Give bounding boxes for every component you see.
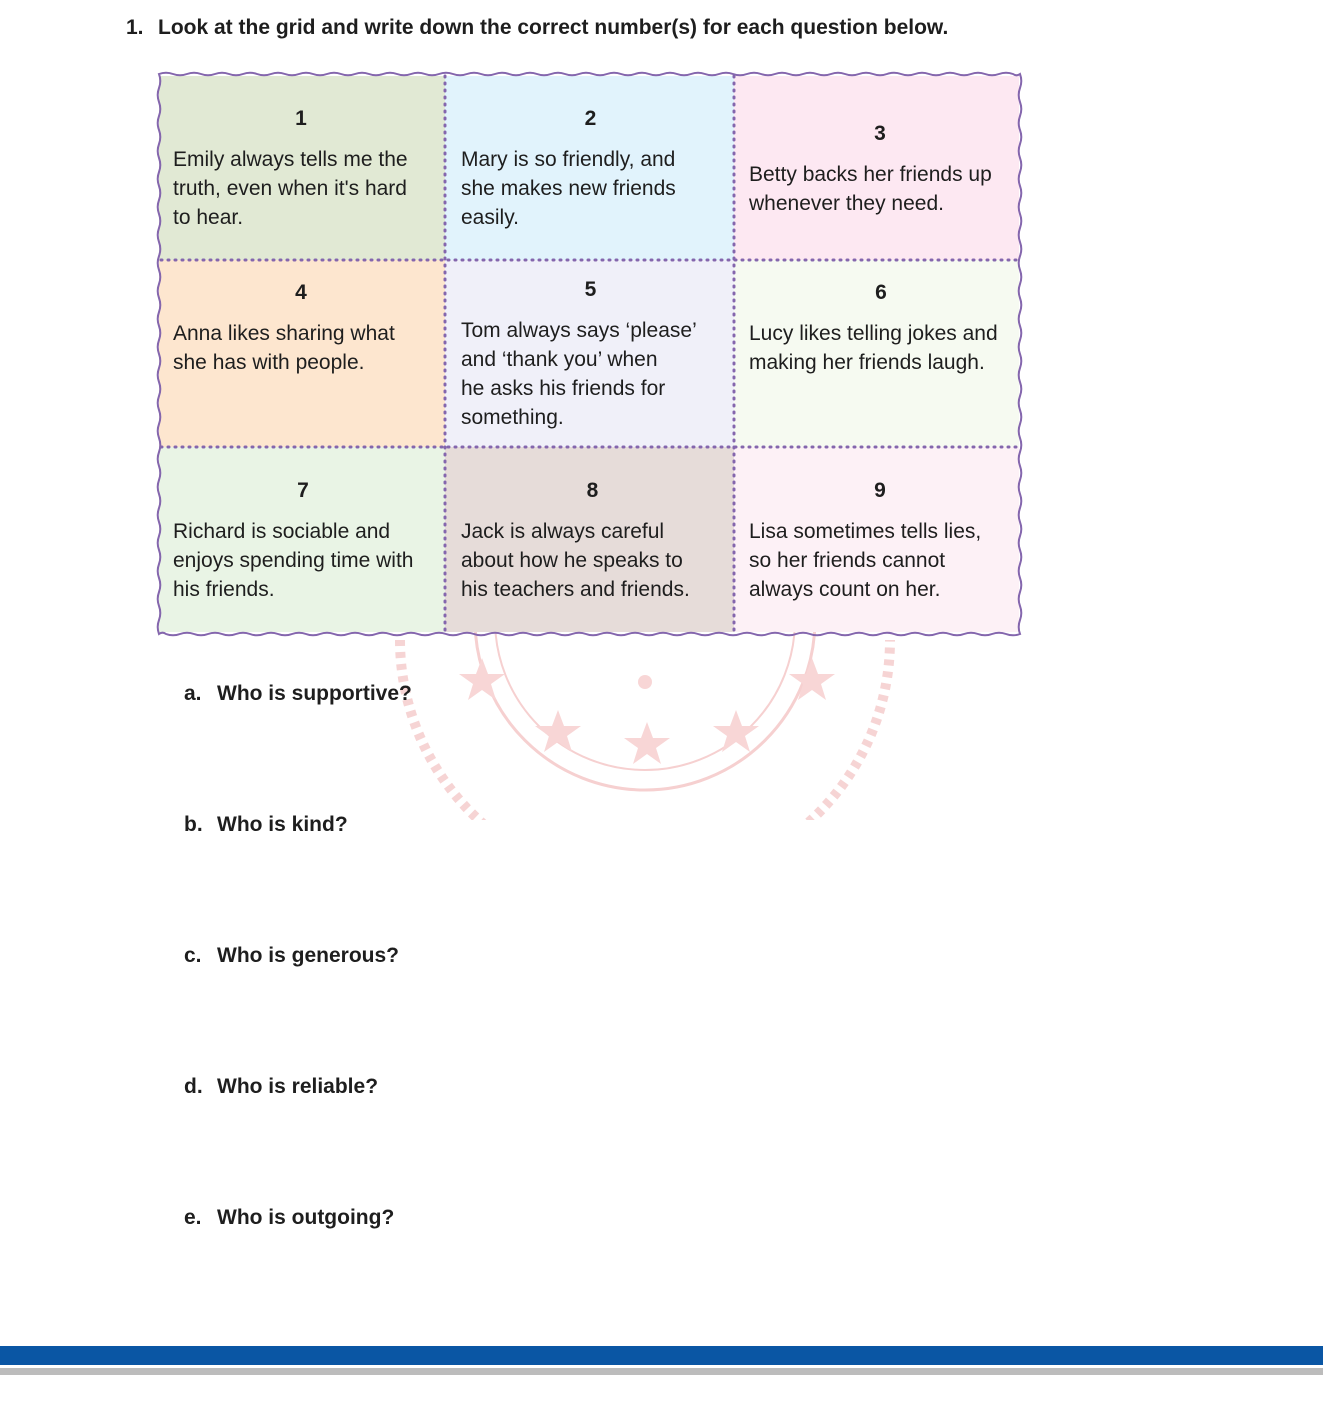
instruction bbox=[126, 16, 948, 40]
question-letter: a. bbox=[184, 682, 202, 705]
cell-text: Jack is always careful about how he speaks to his teachers and friends. bbox=[461, 519, 690, 601]
character-grid bbox=[155, 70, 1024, 638]
question-c bbox=[184, 944, 399, 968]
question-letter: d. bbox=[184, 1075, 203, 1098]
cell-text: Emily always tells me the truth, even when it's hard to hear. bbox=[173, 148, 408, 229]
cell-text: Richard is sociable and enjoys spending time with his friends. bbox=[173, 519, 414, 601]
cell-number: 5 bbox=[584, 278, 597, 301]
cell-text: Anna likes sharing what she has with people. bbox=[173, 322, 395, 374]
question-a bbox=[184, 682, 412, 706]
cell-text: Lisa sometimes tells lies, so her friends cannot always count on her. bbox=[749, 519, 982, 601]
cell-text: Betty backs her friends up whenever they need. bbox=[749, 162, 992, 215]
grid-cell-4 bbox=[159, 260, 445, 447]
cell-number: 7 bbox=[297, 478, 309, 502]
question-text: Who is supportive? bbox=[217, 682, 412, 705]
question-text: Who is generous? bbox=[217, 944, 400, 967]
grid-cell-7 bbox=[159, 447, 445, 632]
grid-cell-3 bbox=[734, 76, 1019, 260]
question-d bbox=[184, 1075, 378, 1099]
cell-number: 3 bbox=[874, 121, 886, 145]
question-text: Who is outgoing? bbox=[217, 1206, 395, 1229]
cell-number: 9 bbox=[874, 478, 886, 502]
cell-number: 8 bbox=[586, 478, 599, 502]
grid-cell-2 bbox=[445, 76, 734, 260]
instruction-text: Look at the grid and write down the correct number(s) for each question below. bbox=[158, 16, 949, 39]
cell-number: 2 bbox=[584, 107, 597, 130]
cell-number: 1 bbox=[295, 107, 307, 130]
footer-bar bbox=[0, 1346, 1323, 1365]
grid-cell-8 bbox=[445, 447, 734, 632]
cell-text: Lucy likes telling jokes and making her friends laugh. bbox=[749, 322, 998, 374]
question-text: Who is reliable? bbox=[217, 1075, 379, 1098]
grid-cell-6 bbox=[734, 260, 1019, 447]
cell-text: Tom always says ‘please’ and ‘thank you’ when he asks his friends for something. bbox=[461, 319, 697, 429]
footer-stripe bbox=[0, 1368, 1323, 1375]
question-letter: b. bbox=[184, 813, 203, 836]
grid-cell-1 bbox=[159, 76, 445, 260]
question-text: Who is kind? bbox=[217, 813, 348, 836]
question-letter: e. bbox=[184, 1206, 202, 1229]
question-b bbox=[184, 813, 348, 837]
grid-cell-5 bbox=[445, 260, 734, 447]
instruction-number: 1. bbox=[126, 16, 144, 39]
question-e bbox=[184, 1206, 394, 1230]
question-letter: c. bbox=[184, 944, 202, 967]
grid-cell-9 bbox=[734, 447, 1019, 632]
cell-number: 6 bbox=[875, 281, 887, 304]
cell-text: Mary is so friendly, and she makes new friends easily. bbox=[461, 148, 676, 229]
cell-number: 4 bbox=[295, 281, 307, 304]
